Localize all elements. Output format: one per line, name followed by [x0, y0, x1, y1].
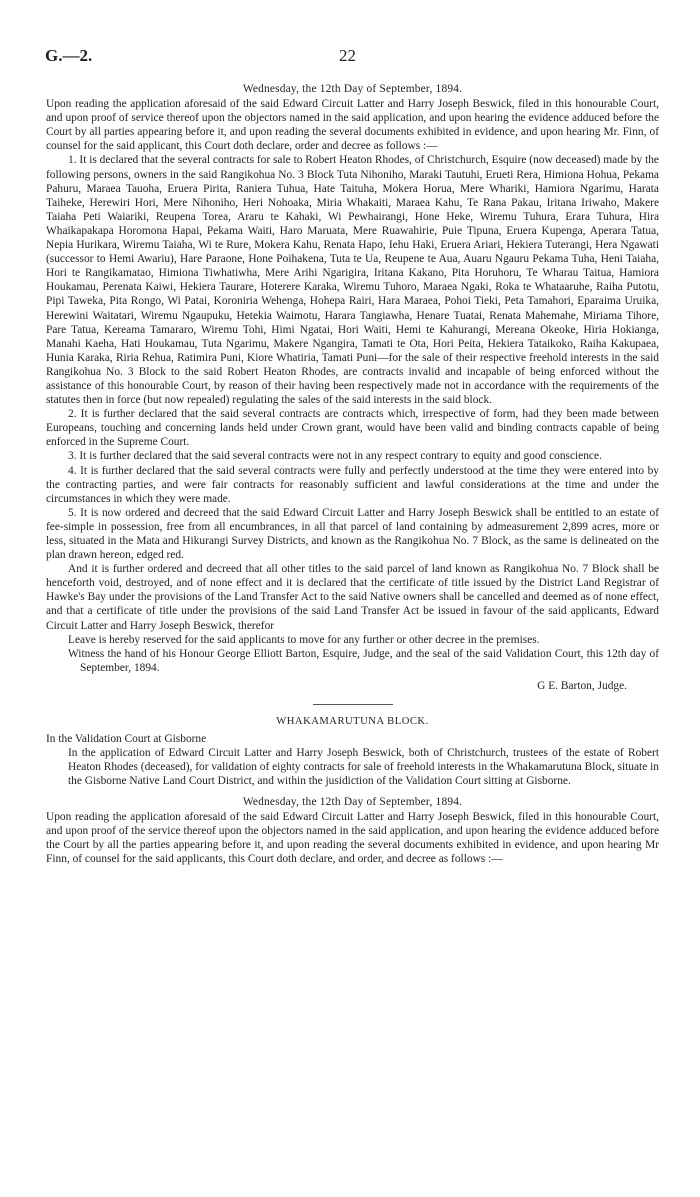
clause-3: 3. It is further declared that the said several contracts were not in any respect contrary to equity and good conscience. — [68, 450, 602, 463]
clause-5: 5. It is now ordered and decreed that the said Edward Circuit Latter and Harry Joseph Beswick shall be entitled to an estate of fee-simple in possession, free from all encumbrances, in all that parcel of land containing by admeasurement 2,899 acres, more or less, situated in the Mata and Hikurangi Survey Districts, and known as the Rangikohua No. 7 Block, as the same is delineated on the plan drawn hereon, edged red. — [46, 506, 659, 562]
section-divider — [313, 704, 393, 705]
page-number: 22 — [339, 46, 356, 65]
document-reference: G.—2. — [45, 46, 93, 65]
order-paragraph: And it is further ordered and decreed that all other titles to the said parcel of land known as Rangikohua No. 7 Block shall be henceforth void, destroyed, and of none effect and it is declared that the certificate of title issued by the District Land Registrar of Hawke's Bay under the provisions of the Land Transfer Act to the said Native owners shall be cancelled and deemed as of none effect, and that a certificate of title under the provisions of the said Land Transfer Act be issued in favour of the said applicants, Edward Circuit Latter and Harry Joseph Beswick, therefor — [46, 563, 659, 632]
clause-2: 2. It is further declared that the said several contracts are contracts which, irrespective of form, had they been made between Europeans, touching and concerning lands held under Crown grant, would have been valid and binding contracts capable of being enforced in the Supreme Court. — [46, 408, 659, 449]
clause-4: 4. It is further declared that the said several contracts were fully and perfectly understood at the time they were entered into by the contracting parties, and were fair contracts for reasonably sufficient and lawful considerations at the time and under the circumstances in which they were made. — [46, 464, 659, 505]
court-heading: In the Validation Court at Gisborne — [46, 733, 207, 746]
date-heading-2: Wednesday, the 12th Day of September, 1894. — [242, 795, 463, 808]
clause-1: 1. It is declared that the several contracts for sale to Robert Heaton Rhodes, of Christchurch, Esquire (now deceased) made by the following persons, owners in the said Rangikohua No. 3 Block Tuta Nihoniho, Maraki Tautuhi, Erueti Rera, Himiona Hohua, Pekama Pahuru, Maraea Tauoha, Eruera Pirita, Raniera Tuhua, Hate Taituha, Mokera Horua, Mere Whariki, Hamiora Ngarimu, Harata Taiheke, Herewiri Hori, Mere Nihoniho, Heri Nohoaka, Miria Whakaiti, Maraea Kahu, Te Rana Pakau, Iritana Iriwaho, Makere Taiaha Peti Waiariki, Reupena Torea, Araru te Kahaki, Wi Pewhairangi, Hone Heke, Wiremu Tuhura, Erara Tuhura, Hira Whaikapakapa Horomona Hapai, Pekama Waiti, Haro Maruata, Mere Ruawahirie, Puie Tipuna, Eruera Kupenga, Aperara Tatua, Nepia Hurikara, Wiremu Taiaha, Wi te Rure, Mokera Kahu, Renata Hapo, Iehu Haki, Eruera Ariari, Hekiera Tuterangi, Hera Ngawati (successor to Hemi Awariu), Hare Paraone, Hone Poihakena, Tuta te Ua, Reupene te Aua, Auaru Ngauru Pekama Tuha, Heni Taiaha, Hori te Rangikamatao, Himiona Tiwhatiwha, Mere Arihi Ngarigira, Iritana Kakano, Pita Horuhoru, Te Wharau Taitua, Hamiora Houkamau, Perenata Kaiwi, Hekiera Taurare, Hoterere Karaka, Wiremu Tuhoro, Maraea Ngaki, Roka te Whataaruhe, Raiha Putotu, Pipi Taweka, Pita Rongo, Wi Patai, Koroniria Wehenga, Hohepa Rairi, Hara Maraea, Pohoi Tieki, Peta Tamahori, Eparaima Uruika, Herewini Waitatari, Wiremu Ngaupuku, Hetekia Waimotu, Harara Tangiawha, Henare Tuatai, Renata Mahemahe, Miriama Tihore, Pare Tatua, Kereama Tamararo, Wiremu Tohi, Himi Ngatai, Hori Waiti, Hemi te Kahurangi, Mereana Okeoke, Hiria Hokianga, Manahi Kaeha, Hati Houkamau, Tuta Ngarimu, Makere Ngangira, Tamati te Ota, Hori Peita, Hekiera Tataikoko, Raiha Kakupaea, Hunia Karaka, Riria Rehua, Ratimira Puni, Kiore Whatiria, Tamati Puni—for the sale of their respective freehold interests in the said Rangikohua No. 3 Block to the said Robert Heaton Rhodes, are contracts invalid and incapable of being enforced without the assistance of this honourable Court, by reason of their having been respectively made not in accordance with the requirements of the statutes then in force (but now repealed) regulating the sales of the said interests in the said block. — [46, 154, 659, 407]
document-body — [46, 82, 659, 866]
judge-signature: G E. Barton, Judge. — [537, 679, 627, 692]
intro-paragraph: Upon reading the application aforesaid of the said Edward Circuit Latter and Harry Joseph Beswick, filed in this honourable Court, and upon proof of service thereof upon the objectors named in the said application, and upon hearing the evidence adduced before the Court by all parties appearing before it, and upon reading the several documents exhibited in evidence, and upon hearing Mr. Finn, of counsel for the said applicant, this Court doth declare, order and decree as follows :— — [46, 98, 659, 153]
application-paragraph: In the application of Edward Circuit Latter and Harry Joseph Beswick, both of Christchurch, trustees of the estate of Robert Heaton Rhodes (deceased), for validation of eighty contracts for sale of freehold interests in the Whakamarutuna Block, situate in the Gisborne Native Land Court District, and within the jusidiction of the Validation Court sitting at Gisborne. — [68, 747, 659, 788]
block-title: WHAKAMARUTUNA BLOCK. — [276, 716, 429, 728]
date-heading: Wednesday, the 12th Day of September, 1894. — [242, 83, 463, 95]
witness-paragraph: Witness the hand of his Honour George Elliott Barton, Esquire, Judge, and the seal of the said Validation Court, this 12th day of September, 1894. — [68, 647, 659, 674]
leave-paragraph: Leave is hereby reserved for the said applicants to move for any further or other decree in the premises. — [68, 633, 540, 646]
intro-paragraph-2: Upon reading the application aforesaid of the said Edward Circuit Latter and Harry Joseph Beswick, filed in this honourable Court, and upon proof of the service thereof upon the objectors named in the said application, and upon hearing the evidence adduced before the Court by all the parties appearing before it, and upon reading the several documents exhibited in evidence, and upon hearing Mr Finn, of counsel for the said applicants, this Court doth declare, and order, and decree as follows :— — [46, 810, 659, 865]
